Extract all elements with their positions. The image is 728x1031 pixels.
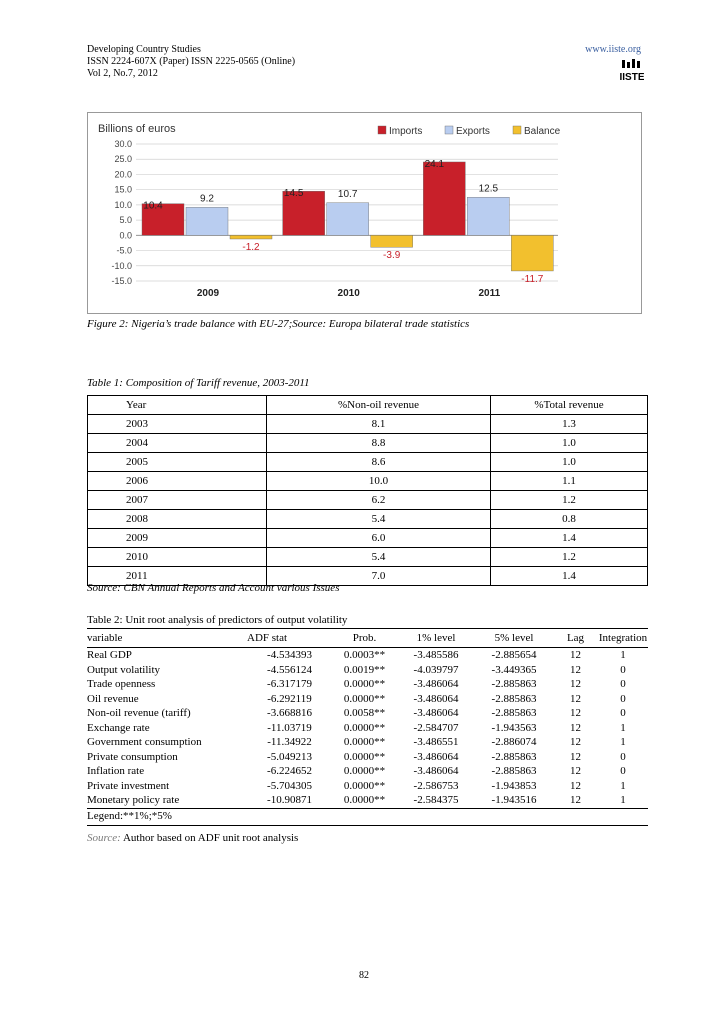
table-cell: 0.0000** (343, 736, 386, 748)
y-tick-label: -15.0 (111, 276, 132, 286)
table-cell: 0 (620, 765, 626, 777)
table-cell: 12 (570, 678, 581, 690)
table-cell: 2010 (88, 548, 267, 567)
table-cell: 0.0000** (343, 692, 386, 705)
table-cell: -3.449365 (491, 663, 537, 676)
table-cell: -3.486064 (413, 750, 459, 763)
table-cell: 12 (570, 779, 581, 792)
table2-source-label: Source: (87, 832, 121, 844)
table-row (87, 764, 648, 779)
table-row (87, 750, 648, 765)
table-cell: -4.556124 (267, 663, 312, 676)
table-row (88, 453, 648, 472)
table-cell: Exchange rate (87, 721, 150, 734)
journal-header (87, 44, 295, 80)
table-cell: 1.0 (491, 453, 648, 472)
table-cell: 1 (620, 794, 626, 806)
logo-text: IISTE (620, 72, 644, 83)
table-cell: -2.885863 (491, 750, 537, 763)
legend-swatch (445, 126, 453, 134)
table-cell: -3.486064 (413, 707, 459, 719)
table-cell: -2.885863 (491, 707, 537, 719)
table-cell: 1.4 (491, 529, 648, 548)
table-cell: 2003 (88, 415, 267, 434)
chart-svg (88, 113, 641, 313)
table-cell: 12 (570, 692, 581, 705)
table-cell: Inflation rate (87, 765, 145, 777)
table-cell: -3.486551 (413, 736, 459, 748)
table-cell: 12 (570, 736, 581, 748)
table-cell: 2006 (88, 472, 267, 491)
bar-exports (186, 207, 228, 235)
table-row (88, 415, 648, 434)
table-cell: -3.668816 (267, 707, 312, 719)
table-cell: -11.34922 (267, 736, 312, 748)
table-cell: 1.3 (491, 415, 648, 434)
y-tick-label: 20.0 (114, 169, 132, 180)
table-cell: -5.704305 (267, 779, 312, 792)
data-label: 12.5 (478, 183, 499, 195)
table-cell: 0.0000** (343, 765, 386, 777)
table-cell: 1.4 (491, 567, 648, 586)
table-cell: 2008 (88, 510, 267, 529)
data-label: 10.7 (337, 188, 358, 200)
data-label: 9.2 (200, 193, 214, 205)
legend-label: Exports (456, 126, 490, 137)
table2-source-text: Author based on ADF unit root analysis (120, 832, 299, 844)
journal-volume: Vol 2, No.7, 2012 (87, 68, 158, 79)
table-cell: 1.1 (491, 472, 648, 491)
table-cell: -10.90871 (267, 794, 312, 806)
table-cell: 2009 (88, 529, 267, 548)
table-cell: Trade openness (87, 678, 156, 690)
table-cell: 0.0000** (343, 750, 386, 763)
table-cell: 2011 (88, 567, 267, 586)
table-cell: 1.2 (491, 548, 648, 567)
legend-label: Imports (389, 126, 423, 137)
table-cell: Monetary policy rate (87, 794, 180, 806)
data-label: -11.7 (521, 273, 544, 285)
legend-swatch (513, 126, 521, 134)
unit-root-table (87, 628, 648, 826)
table-cell: -11.03719 (267, 721, 312, 734)
table-cell: 2007 (88, 491, 267, 510)
table-row (87, 663, 648, 678)
x-tick-label: 2011 (478, 288, 501, 299)
table-cell: 0.0000** (343, 678, 386, 690)
y-tick-label: 25.0 (114, 154, 132, 165)
table-cell: -2.885654 (491, 649, 537, 661)
journal-url: www.iiste.org (585, 44, 641, 55)
table-row (87, 793, 648, 808)
bar-exports (467, 197, 509, 235)
table-cell: Private consumption (87, 750, 178, 763)
trade-balance-chart (87, 112, 642, 314)
table-cell: 0 (620, 750, 626, 763)
table-cell: 2005 (88, 453, 267, 472)
table-cell: 5.4 (267, 548, 491, 567)
table-row (88, 472, 648, 491)
table-cell: 0.0058** (343, 707, 386, 719)
x-tick-label: 2010 (337, 288, 360, 299)
data-label: 10.4 (143, 200, 163, 212)
table2-source (87, 832, 298, 844)
table-cell: 0.0000** (343, 794, 386, 806)
table-cell: -1.943516 (491, 794, 537, 806)
table-cell: 12 (570, 721, 581, 734)
table-cell: -2.885863 (491, 765, 537, 777)
bar-balance (230, 235, 272, 239)
table-cell: -1.943563 (491, 721, 537, 734)
table2-header: variable (87, 629, 247, 648)
table-row (88, 529, 648, 548)
table-cell: Government consumption (87, 736, 202, 748)
table-cell: -3.486064 (413, 678, 459, 690)
table2-header: 1% level (397, 629, 475, 648)
table-cell: 6.2 (267, 491, 491, 510)
table-cell: -2.584707 (413, 721, 459, 734)
table-cell: -4.534393 (267, 649, 312, 661)
table-cell: 2004 (88, 434, 267, 453)
table-row (87, 735, 648, 750)
table1-header: %Non-oil revenue (267, 396, 491, 415)
journal-name: Developing Country Studies (87, 44, 201, 55)
table-cell: -2.885863 (491, 692, 537, 705)
y-tick-label: -10.0 (111, 260, 132, 271)
bar-exports (327, 203, 369, 236)
bar-balance (371, 235, 413, 247)
table2-legend-row (87, 808, 648, 825)
iiste-logo (620, 58, 644, 84)
table-cell: 1 (620, 721, 626, 734)
y-tick-label: -5.0 (116, 245, 132, 256)
table-cell: 1 (620, 649, 626, 661)
table-row (87, 677, 648, 692)
table-row (88, 510, 648, 529)
table-cell: 12 (570, 750, 581, 763)
table-cell: 0 (620, 692, 626, 705)
table-cell: Oil revenue (87, 692, 139, 705)
data-label: 24.1 (424, 158, 445, 170)
legend-label: Balance (524, 126, 561, 137)
table-cell: 0.0000** (343, 721, 386, 734)
table-cell: 8.1 (267, 415, 491, 434)
table-row (87, 721, 648, 736)
table-cell: 0.8 (491, 510, 648, 529)
table-cell: 0 (620, 678, 626, 690)
table-row (87, 692, 648, 707)
bar-balance (511, 235, 553, 271)
table-cell: 12 (570, 707, 581, 719)
table-cell: 8.6 (267, 453, 491, 472)
table-cell: 12 (570, 794, 581, 806)
table-cell: -5.049213 (267, 750, 312, 763)
table-cell: 12 (570, 649, 581, 661)
table-row (87, 779, 648, 794)
table2-header: Prob. (332, 629, 397, 648)
table-row (87, 706, 648, 721)
table-cell: 1.0 (491, 434, 648, 453)
table-cell: 0 (620, 663, 626, 676)
y-tick-label: 5.0 (119, 215, 132, 226)
table-cell: -2.584375 (413, 794, 459, 806)
bar-imports (423, 162, 465, 235)
y-tick-label: 0.0 (119, 230, 132, 241)
table-cell: -3.486064 (413, 765, 459, 777)
table-cell: 0.0019** (343, 663, 386, 676)
legend-swatch (378, 126, 386, 134)
table-cell: 0.0003** (343, 649, 386, 661)
page-number: 82 (359, 970, 369, 981)
data-label: -3.9 (383, 250, 401, 262)
y-tick-label: 10.0 (114, 199, 132, 210)
table-cell: -6.224652 (267, 765, 312, 777)
table-row (87, 648, 648, 663)
table-cell: 0.0000** (343, 779, 386, 792)
table-cell: 8.8 (267, 434, 491, 453)
table-cell: 12 (570, 663, 581, 676)
table-cell: -3.485586 (413, 649, 459, 661)
table2-header: ADF stat (247, 629, 332, 648)
y-tick-label: 30.0 (114, 139, 132, 149)
table1-source: Source: CBN Annual Reports and Account various Issues (87, 582, 340, 594)
table-cell: -6.292119 (267, 692, 312, 705)
table-cell: 1 (620, 779, 626, 792)
table-cell: Private investment (87, 779, 170, 792)
table2-legend: Legend:**1%;*5% (87, 808, 648, 825)
table-cell: 5.4 (267, 510, 491, 529)
y-tick-label: 15.0 (114, 184, 132, 195)
table-cell: 1.2 (491, 491, 648, 510)
table-row (88, 491, 648, 510)
chart-title: Billions of euros (98, 123, 176, 135)
table-cell: Non-oil revenue (tariff) (87, 707, 191, 719)
table2-caption: Table 2: Unit root analysis of predictors of output volatility (87, 614, 348, 626)
table-cell: -2.885863 (491, 678, 537, 690)
table-cell: 10.0 (267, 472, 491, 491)
table1-header: Year (88, 396, 267, 415)
table2-header: Integration (598, 629, 648, 648)
table-cell: -2.586753 (413, 779, 459, 792)
table-cell: -4.039797 (413, 663, 459, 676)
table-cell: Output volatility (87, 663, 161, 676)
table-cell: 1 (620, 736, 626, 748)
table-cell: -6.317179 (267, 678, 312, 690)
table1-header-row (88, 396, 648, 415)
x-tick-label: 2009 (196, 288, 220, 299)
table-cell: 0 (620, 707, 626, 719)
table2-header: Lag (553, 629, 598, 648)
figure2-caption: Figure 2: Nigeria’s trade balance with EU-27;Source: Europa bilateral trade statistics (87, 318, 470, 330)
table-cell: 12 (570, 765, 581, 777)
data-label: 14.5 (283, 188, 304, 200)
table-row (88, 434, 648, 453)
table1-header: %Total revenue (491, 396, 648, 415)
table-cell: 6.0 (267, 529, 491, 548)
table2-header-row (87, 629, 648, 648)
table1-caption: Table 1: Composition of Tariff revenue, 2003-2011 (87, 377, 310, 389)
tariff-table (87, 395, 648, 586)
table-cell: 7.0 (267, 567, 491, 586)
table-row (88, 548, 648, 567)
journal-issn: ISSN 2224-607X (Paper) ISSN 2225-0565 (Online) (87, 56, 296, 67)
table-cell: Real GDP (87, 649, 132, 661)
table-cell: -2.886074 (491, 736, 537, 748)
table-cell: -3.486064 (413, 692, 459, 705)
table-cell: -1.943853 (491, 779, 537, 792)
table2-header: 5% level (475, 629, 553, 648)
data-label: -1.2 (242, 241, 260, 253)
